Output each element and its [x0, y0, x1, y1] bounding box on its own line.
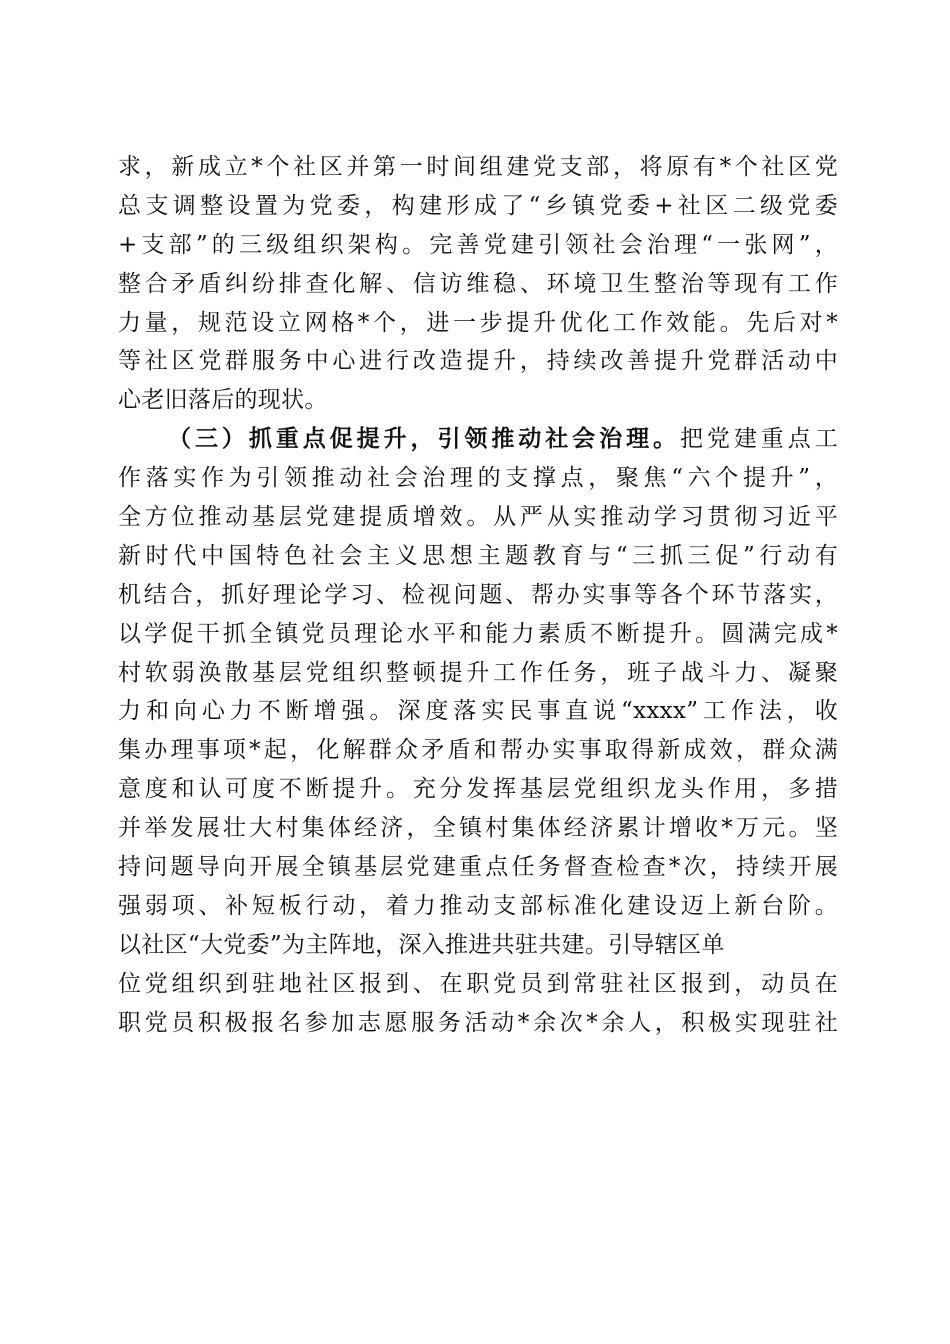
text-line: 村软弱涣散基层党组织整顿提升工作任务，班子战斗力、凝聚 [118, 659, 838, 686]
text-line: 并举发展壮大村集体经济，全镇村集体经济累计增收*万元。坚 [118, 815, 838, 842]
text-line: 职党员积极报名参加志愿服务活动*余次*余人，积极实现驻社 [118, 1009, 838, 1036]
text-line: 以社区“大党委”为主阵地，深入推进共驻共建。引导辖区单 [118, 931, 725, 958]
text-line: 力和向心力不断增强。深度落实民事直说“xxxx”工作法，收 [118, 698, 838, 725]
text-line: 力量，规范设立网格*个，进一步提升优化工作效能。先后对* [118, 309, 838, 336]
section-heading: （三）抓重点促提升，引领推动社会治理。 [168, 425, 680, 453]
text-line: 位党组织到驻地社区报到、在职党员到常驻社区报到，动员在 [118, 970, 838, 997]
text-line: 作落实作为引领推动社会治理的支撑点，聚焦“六个提升”， [118, 465, 838, 492]
text-line: 整合矛盾纠纷排查化解、信访维稳、环境卫生整治等现有工作 [118, 270, 838, 297]
text-line: 强弱项、补短板行动，着力推动支部标准化建设迈上新台阶。 [118, 892, 838, 919]
text-line: 以学促干抓全镇党员理论水平和能力素质不断提升。圆满完成* [118, 620, 838, 647]
section-first-line-text: 把党建重点工 [679, 426, 838, 453]
text-line: 求，新成立*个社区并第一时间组建党支部，将原有*个社区党 [118, 154, 838, 180]
text-line: 全方位推动基层党建提质增效。从严从实推动学习贯彻习近平 [118, 504, 838, 531]
text-line: 心老旧落后的现状。 [118, 387, 328, 414]
text-line: 意度和认可度不断提升。充分发挥基层党组织龙头作用，多措 [118, 776, 838, 803]
text-line: 持问题导向开展全镇基层党建重点任务督查检查*次，持续开展 [118, 854, 838, 881]
section-three-first-line [118, 420, 838, 459]
text-line: 集办理事项*起，化解群众矛盾和帮办实事取得新成效，群众满 [118, 737, 838, 764]
text-line: +支部”的三级组织架构。完善党建引领社会治理“一张网”， [118, 231, 838, 258]
text-line: 总支调整设置为党委，构建形成了“乡镇党委+社区二级党委 [118, 192, 838, 219]
text-line: 等社区党群服务中心进行改造提升，持续改善提升党群活动中 [118, 348, 838, 375]
document-body [118, 148, 838, 1042]
text-line: 新时代中国特色社会主义思想主题教育与“三抓三促”行动有 [118, 542, 838, 569]
text-line: 机结合，抓好理论学习、检视问题、帮办实事等各个环节落实， [118, 581, 838, 608]
